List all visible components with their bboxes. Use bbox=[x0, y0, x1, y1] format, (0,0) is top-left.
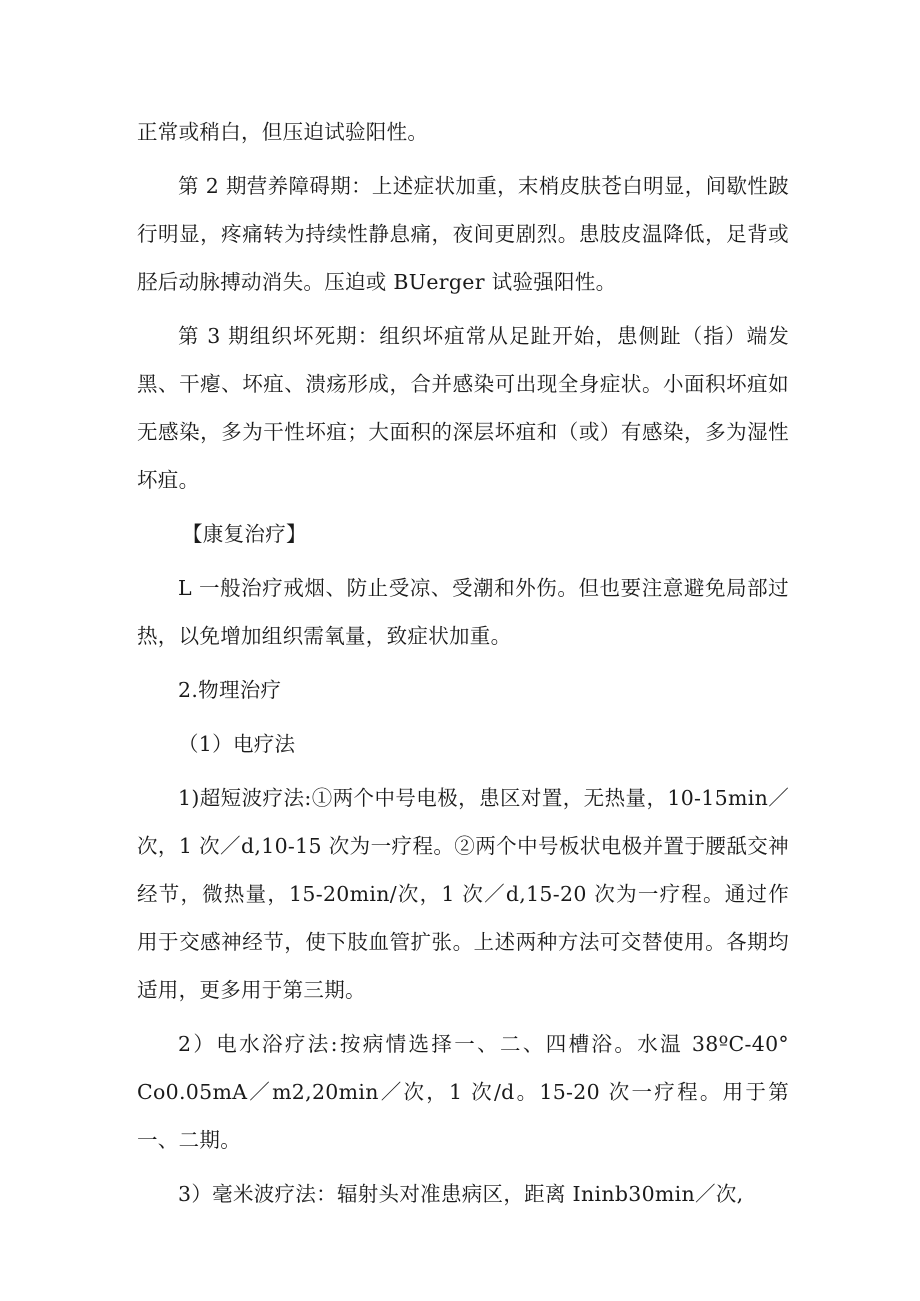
paragraph-stage3: 第 3 期组织坏死期：组织坏疽常从足趾开始，患侧趾（指）端发黑、干瘪、坏疽、溃疡形成，合并感染可出现全身症状。小面积坏疽如无感染，多为干性坏疽；大面积的深层坏疽和（或）有感染，多为湿性坏疽。 bbox=[137, 324, 789, 492]
paragraph-electric-water-bath: 2）电水浴疗法:按病情选择一、二、四槽浴。水温 38ºC-40° Co0.05mA／m2,20min／次，1 次/d。15-20 次一疗程。用于第一、二期。 bbox=[137, 1032, 789, 1152]
document-body bbox=[137, 108, 789, 1218]
paragraph-stage2: 第 2 期营养障碍期：上述症状加重，末梢皮肤苍白明显，间歇性跛行明显，疼痛转为持续性静息痛，夜间更剧烈。患肢皮温降低，足背或胫后动脉搏动消失。压迫或 BUerger 试验强阳性。 bbox=[137, 174, 789, 294]
paragraph-millimeter-wave: 3）毫米波疗法：辐射头对准患病区，距离 Ininb30min／次, bbox=[178, 1182, 744, 1206]
paragraph-physical-therapy: 2.物理治疗 bbox=[178, 678, 282, 702]
paragraph-stage1-continuation: 正常或稍白，但压迫试验阳性。 bbox=[137, 120, 429, 144]
paragraph-general-treatment: L 一般治疗戒烟、防止受凉、受潮和外伤。但也要注意避免局部过热，以免增加组织需氧量，致症状加重。 bbox=[137, 576, 789, 648]
paragraph-ultrashort-wave: 1)超短波疗法:①两个中号电极，患区对置，无热量，10-15min／次，1 次／d,10-15 次为一疗程。②两个中号板状电极并置于腰舐交神经节，微热量，15-20min/次，1 次／d,15-20 次为一疗程。通过作用于交感神经节，使下肢血管扩张。上述两种方法可交替使用。各期均适用，更多用于第三期。 bbox=[137, 786, 789, 1002]
section-heading-rehab: 【康复治疗】 bbox=[182, 522, 307, 546]
paragraph-electrotherapy: （1）电疗法 bbox=[178, 732, 296, 756]
